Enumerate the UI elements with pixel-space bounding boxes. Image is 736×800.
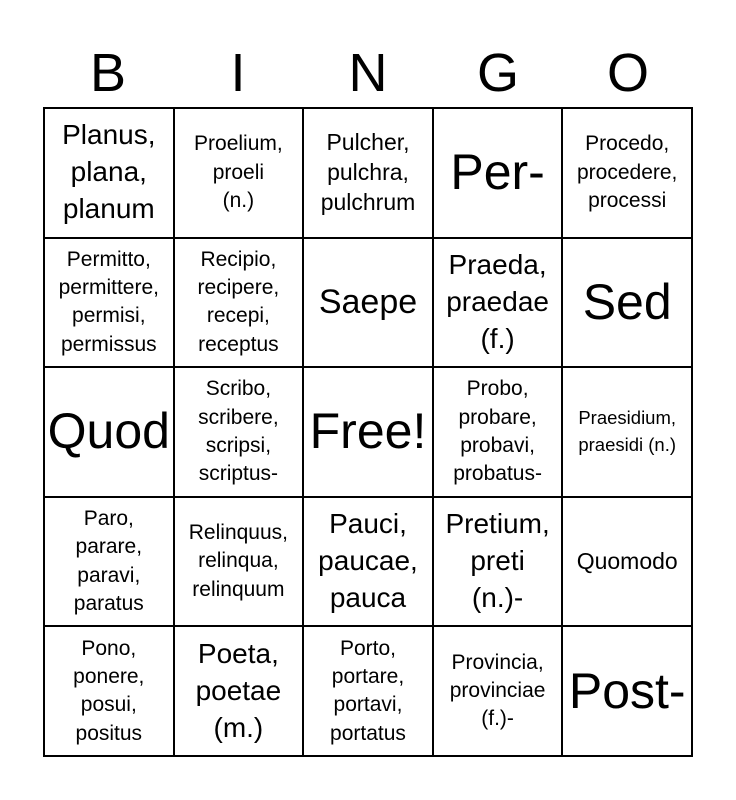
- bingo-cell-r1-c1[interactable]: [44, 108, 174, 238]
- bingo-cell-r1-c2[interactable]: [174, 108, 304, 238]
- bingo-cell-text: Quomodo: [576, 547, 678, 574]
- bingo-cell-r4-c4[interactable]: [433, 497, 563, 627]
- bingo-cell-text: Pretium, preti (n.)-: [445, 508, 550, 614]
- bingo-cell-r5-c3[interactable]: [303, 626, 433, 756]
- bingo-cell-r2-c2[interactable]: [174, 238, 304, 368]
- header-letter-o: O: [606, 43, 649, 103]
- bingo-cell-r5-c2[interactable]: [174, 626, 304, 756]
- bingo-cell-text: Planus, plana, planum: [62, 119, 156, 225]
- bingo-cell-r1-c4[interactable]: [433, 108, 563, 238]
- bingo-cell-text: Proelium, proeli (n.): [194, 132, 283, 212]
- bingo-cell-text: Scribo, scribere, scripsi, scriptus-: [198, 377, 279, 486]
- bingo-cell-r2-c4[interactable]: [433, 238, 563, 368]
- bingo-cell-r4-c1[interactable]: [44, 497, 174, 627]
- bingo-cell-r5-c5[interactable]: [562, 626, 692, 756]
- bingo-cell-r5-c4[interactable]: [433, 626, 563, 756]
- bingo-cell-text: Procedo, procedere, processi: [576, 132, 678, 212]
- bingo-cell-text: Permitto, permittere, permisi, permissus: [58, 247, 159, 356]
- bingo-cell-r2-c1[interactable]: [44, 238, 174, 368]
- bingo-cell-text: Free!: [309, 403, 427, 460]
- bingo-cell-text: Paro, parare, paravi, paratus: [73, 506, 144, 615]
- bingo-cell-text: Pono, ponere, posui, positus: [73, 636, 145, 745]
- bingo-cell-r1-c3[interactable]: [303, 108, 433, 238]
- header-letter-i: I: [230, 43, 246, 103]
- bingo-cell-r1-c5[interactable]: [562, 108, 692, 238]
- bingo-cell-r3-c4[interactable]: [433, 367, 563, 497]
- bingo-cell-text: Saepe: [318, 282, 418, 321]
- header-letter-b: B: [89, 43, 127, 103]
- bingo-cell-r2-c3[interactable]: [303, 238, 433, 368]
- bingo-cell-text: Pulcher, pulchra, pulchrum: [320, 128, 416, 215]
- header-letter-g: G: [476, 43, 519, 103]
- bingo-cell-r3-c2[interactable]: [174, 367, 304, 497]
- bingo-cell-text: Per-: [450, 144, 545, 201]
- header-letter-n: N: [348, 43, 388, 103]
- bingo-cell-text: Post-: [568, 662, 686, 719]
- bingo-cell-text: Relinquus, relinqua, relinquum: [188, 521, 288, 601]
- bingo-cell-text: Praeda, praedae (f.): [446, 248, 549, 354]
- bingo-cell-text: Pauci, paucae, pauca: [318, 508, 418, 614]
- bingo-cell-r3-c3[interactable]: [303, 367, 433, 497]
- bingo-cell-text: Praesidium, praesidi (n.): [578, 407, 677, 455]
- bingo-cell-r5-c1[interactable]: [44, 626, 174, 756]
- bingo-cell-text: Probo, probare, probavi, probatus-: [453, 377, 542, 486]
- bingo-cell-text: Provincia, provinciae (f.)-: [449, 650, 546, 731]
- bingo-cell-text: Recipio, recipere, recepi, receptus: [197, 247, 280, 356]
- bingo-cell-r4-c3[interactable]: [303, 497, 433, 627]
- bingo-cell-text: Sed: [582, 273, 672, 330]
- bingo-board: [43, 107, 693, 757]
- bingo-header: [43, 40, 693, 106]
- bingo-cell-text: Porto, portare, portavi, portatus: [330, 636, 406, 745]
- bingo-cell-r4-c2[interactable]: [174, 497, 304, 627]
- bingo-cell-text: Quod: [47, 403, 170, 460]
- bingo-cell-r4-c5[interactable]: [562, 497, 692, 627]
- bingo-cell-text: Poeta, poetae (m.): [195, 637, 282, 743]
- bingo-cell-r2-c5[interactable]: [562, 238, 692, 368]
- bingo-cell-r3-c1[interactable]: [44, 367, 174, 497]
- bingo-cell-r3-c5[interactable]: [562, 367, 692, 497]
